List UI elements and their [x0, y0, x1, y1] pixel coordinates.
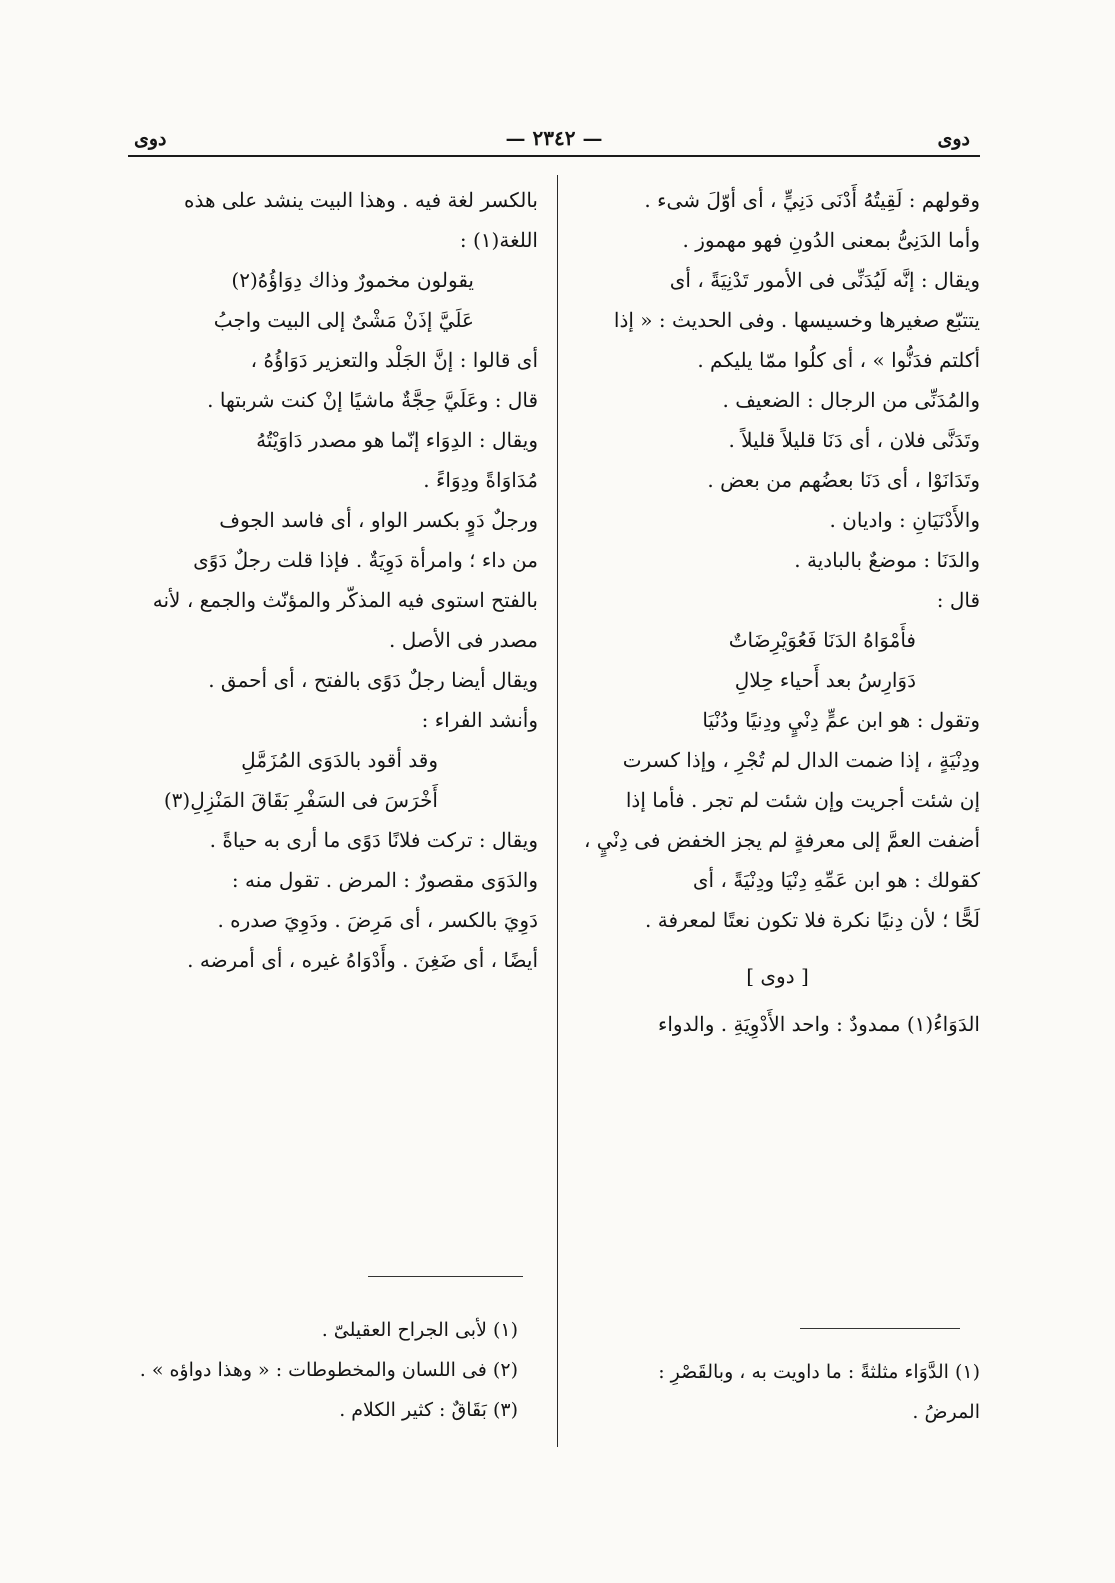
- text-line: وتَدَنَّى فلان ، أى دَنَا قليلاً قليلاً .: [728, 428, 980, 452]
- text-line: والدَنَا : موضعٌ بالبادية .: [794, 548, 980, 572]
- text-line: أضفت العمَّ إلى معرفةٍ لم يجز الخفض فى دِنْيٍ ،: [583, 828, 980, 852]
- text-line: ورجلٌ دَوٍ بكسر الواو ، أى فاسد الجوف: [219, 508, 538, 532]
- footnotes-left: [128, 1310, 518, 1430]
- text-line: وأما الدَنِىُّ بمعنى الدُونِ فهو مهموز .: [682, 228, 980, 252]
- text-line: لَحًّا ؛ لأن دِنيًا نكرة فلا تكون نعتًا لمعرفة .: [645, 908, 980, 932]
- text-line: بالكسر لغة فيه . وهذا البيت ينشد على هذه: [184, 188, 538, 212]
- text-line: اللغة(١) :: [459, 228, 538, 252]
- text-line: قال : وعَلَيَّ حِجَّةٌ ماشيًا إنْ كنت شربتها .: [207, 388, 538, 412]
- header-rule: [128, 155, 980, 157]
- text-line: ودِنْيَةٍ ، إذا ضمت الدال لم تُجْرِ ، وإذا كسرت: [622, 748, 980, 772]
- text-line: ويقال : الدِوَاء إنّما هو مصدر دَاوَيْتُهُ: [256, 428, 538, 452]
- text-line: والمُدَنِّى من الرجال : الضعيف .: [722, 388, 980, 412]
- text-line: قال :: [936, 588, 980, 612]
- page-number: — ٢٣٤٢ —: [505, 126, 603, 150]
- text-line: ويقال : تركت فلانًا دَوًى ما أرى به حياةً .: [209, 828, 538, 852]
- poem-line: أَخْرَسَ فى السَفْرِ بَقَاقَ المَنْزِلِ(٣): [163, 788, 438, 812]
- text-line: مصدر فى الأصل .: [389, 628, 538, 652]
- footnote: المرضُ .: [912, 1401, 980, 1423]
- text-line: ويقال أيضا رجلٌ دَوًى بالفتح ، أى أحمق .: [208, 668, 538, 692]
- text-line: والأَدْنَيَانِ : واديان .: [829, 508, 980, 532]
- running-head-left: دوى: [134, 128, 167, 150]
- poem-line: دَوَارِسُ بعد أَحياء حِلالِ: [734, 668, 916, 692]
- footnote-rule-left: [368, 1276, 523, 1277]
- text-line: كقولك : هو ابن عَمِّهِ دِنْيَا ودِنْيَةً ، أى: [692, 868, 980, 892]
- text-line: والدَوَى مقصورٌ : المرض . تقول منه :: [231, 868, 538, 892]
- text-line: وتَدَانَوْا ، أى دَنَا بعضُهم من بعض .: [707, 468, 980, 492]
- poem-line: عَلَيَّ إذَنْ مَشْىٌ إلى البيت واجبُ: [213, 308, 474, 332]
- text-line: أكلتم فدَنُّوا » ، أى كلُوا ممّا يليكم .: [697, 348, 980, 372]
- text-line: وتقول : هو ابن عمٍّ دِنْيٍ ودِنيًا ودُنْيَا: [702, 708, 980, 732]
- text-line: يتتبّع صغيرها وخسيسها . وفى الحديث : « إذا: [613, 308, 980, 332]
- text-line: وأنشد الفراء :: [421, 708, 538, 732]
- text-line: دَوِيَ بالكسر ، أى مَرِضَ . ودَوِيَ صدره .: [217, 908, 538, 932]
- footnote: (١) لأبى الجراح العقيلىّ .: [321, 1319, 518, 1341]
- right-column: [575, 180, 980, 1044]
- footnote: (١) الدَّوَاء مثلثةً : ما داويت به ، وبالقَصْرِ :: [658, 1361, 980, 1383]
- footnote: (٢) فى اللسان والمخطوطات : « وهذا دواؤه » .: [139, 1359, 518, 1381]
- text-line: ويقال : إنَّه لَيُدَنِّى فى الأمور تَدْنِيَةً ، أى: [669, 268, 980, 292]
- text-line: مُدَاوَاةً ودِوَاءً .: [423, 468, 538, 492]
- poem-line: فأَمْوَاهُ الدَنَا فَعُوَيْرِضَاتٌ: [728, 628, 916, 652]
- page-header: [128, 118, 980, 158]
- section-title: [ دوى ]: [746, 964, 809, 988]
- text-line: بالفتح استوى فيه المذكّر والمؤنّث والجمع ، لأنه: [152, 588, 538, 612]
- footnote-rule-right: [800, 1328, 960, 1329]
- text-line: من داء ؛ وامرأة دَوِيَةٌ . فإذا قلت رجلٌ دَوًى: [193, 548, 538, 572]
- text-line: الدَوَاءُ(١) ممدودٌ : واحد الأَدْوِيَةِ . والدواء: [657, 1012, 980, 1036]
- poem-line: يقولون مخمورٌ وذاك دِوَاؤُهُ(٢): [231, 268, 474, 292]
- footnotes-right: [575, 1352, 980, 1432]
- running-head-right: دوى: [937, 128, 970, 150]
- text-line: أى قالوا : إنَّ الجَلْد والتعزير دَوَاؤُهُ ،: [250, 348, 538, 372]
- text-line: وقولهم : لَقِيتُهُ أَدْنَى دَنِيٍّ ، أى أوّلَ شىء .: [644, 188, 980, 212]
- text-line: أيضًا ، أى ضَغِنَ . وأَدْوَاهُ غيره ، أى أمرضه .: [187, 948, 538, 972]
- poem-line: وقد أقود بالدَوَى المُزَمَّلِ: [241, 748, 438, 772]
- column-separator: [557, 175, 558, 1447]
- text-line: إن شئت أجريت وإن شئت لم تجر . فأما إذا: [625, 788, 980, 812]
- footnote: (٣) بَقَاقٌ : كثير الكلام .: [339, 1399, 518, 1421]
- left-column: [128, 180, 538, 980]
